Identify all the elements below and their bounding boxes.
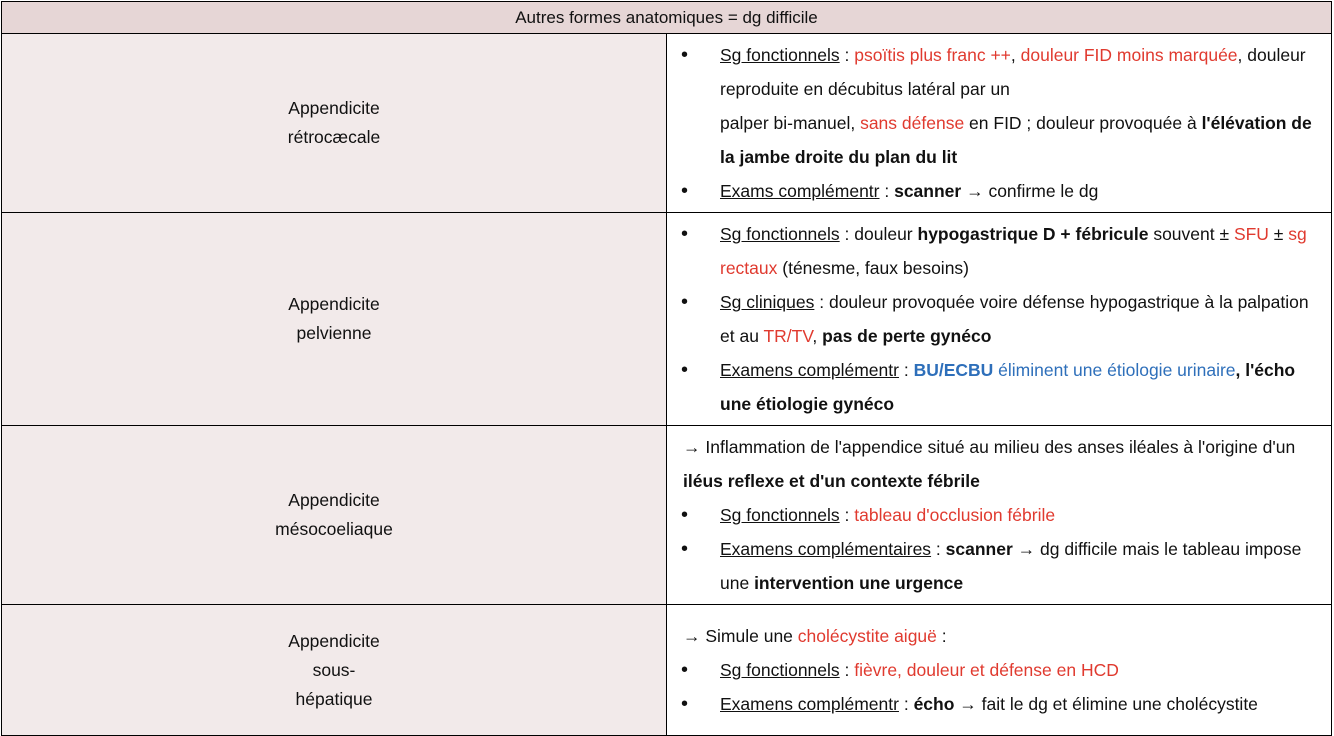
- row-label-pelvienne: [2, 213, 667, 426]
- highlight-text: douleur FID moins marquée: [1020, 45, 1238, 65]
- anatomic-forms-table: [1, 1, 1332, 736]
- table-row: [2, 605, 1332, 736]
- bullet-item: [675, 532, 1321, 600]
- highlight-text: cholécystite aiguë: [797, 626, 937, 646]
- item-heading: Sg cliniques: [720, 292, 815, 312]
- blue-text: éliminent une étiologie urinaire: [993, 360, 1236, 380]
- highlight-text: tableau d'occlusion fébrile: [854, 505, 1056, 525]
- label-line: rétrocæcale: [287, 127, 381, 147]
- bold-text: iléus reflexe et d'un contexte fébrile: [683, 471, 980, 491]
- text: → Inflammation de l'appendice situé au milieu des anses iléales à l'origine d'un: [683, 437, 1296, 457]
- text: ,: [1010, 45, 1021, 65]
- label-line: sous-: [312, 659, 356, 680]
- item-heading: Exams complémentr: [720, 181, 880, 201]
- table-header-row: [2, 2, 1332, 34]
- row-label-sous-hepatique: [2, 605, 667, 736]
- highlight-text: fièvre, douleur et défense en HCD: [854, 660, 1119, 680]
- highlight-text: psoïtis plus franc ++: [854, 45, 1011, 65]
- label-line: Appendicite: [288, 294, 380, 314]
- bullet-item: [675, 217, 1321, 285]
- bullet-item: [675, 285, 1321, 353]
- label-line: Appendicite: [288, 630, 380, 651]
- bold-text: scanner: [945, 539, 1013, 559]
- highlight-text: sans défense: [860, 113, 965, 133]
- bold-text: pas de perte gynéco: [822, 326, 992, 346]
- bold-text: scanner: [894, 181, 962, 201]
- separator: :: [898, 694, 914, 714]
- bold-text: , l'écho une étiologie gynéco: [720, 360, 1296, 414]
- table-row: [2, 34, 1332, 213]
- text: ±: [1268, 224, 1289, 244]
- separator: :: [839, 505, 855, 525]
- separator: :: [839, 660, 855, 680]
- label-line: pelvienne: [296, 323, 372, 343]
- item-heading: Examens complémentaires: [720, 539, 932, 559]
- bullet-item: [675, 653, 1321, 687]
- bold-text: hypogastrique D + fébricule: [917, 224, 1149, 244]
- bullet-item: [675, 38, 1321, 106]
- bold-text: l'élévation de la jambe droite du plan du lit: [720, 113, 1312, 167]
- bold-text: écho: [913, 694, 955, 714]
- row-content-mesocoeliaque: [667, 426, 1332, 605]
- text: :: [936, 626, 947, 646]
- bullet-item: [675, 687, 1321, 721]
- separator: :: [879, 181, 895, 201]
- text: : douleur provoquée voire défense hypogastrique à la palpation et au: [720, 292, 1309, 346]
- label-line: hépatique: [295, 688, 373, 709]
- text: : douleur: [839, 224, 918, 244]
- table-row: [2, 426, 1332, 605]
- text: , douleur reproduite en décubitus latéral par un: [720, 45, 1306, 99]
- table-row: [2, 213, 1332, 426]
- blue-bold-text: BU/ECBU: [913, 360, 994, 380]
- highlight-text: SFU: [1233, 224, 1269, 244]
- item-heading: Examens complémentr: [720, 360, 899, 380]
- text: ,: [812, 326, 823, 346]
- text: souvent ±: [1148, 224, 1234, 244]
- row-label-retrocaecale: [2, 34, 667, 213]
- row-content-pelvienne: [667, 213, 1332, 426]
- bullet-item: [675, 353, 1321, 421]
- label-line: mésocoeliaque: [275, 519, 393, 539]
- highlight-text: TR/TV: [763, 326, 813, 346]
- separator: :: [898, 360, 914, 380]
- text: (ténesme, faux besoins): [777, 258, 970, 278]
- text: palper bi-manuel,: [720, 113, 861, 133]
- separator: :: [931, 539, 946, 559]
- item-heading: Sg fonctionnels: [720, 660, 840, 680]
- bold-text: intervention une urgence: [754, 573, 964, 593]
- text: → fait le dg et élimine une cholécystite: [954, 694, 1258, 714]
- table-title: Autres formes anatomiques = dg difficile: [2, 2, 1332, 34]
- text: → Simule une: [683, 626, 798, 646]
- bullet-item: [675, 498, 1321, 532]
- separator: :: [839, 45, 855, 65]
- highlight-text: sg rectaux: [720, 224, 1307, 278]
- intro-line: [675, 619, 1321, 653]
- row-content-sous-hepatique: [667, 605, 1332, 736]
- row-label-mesocoeliaque: [2, 426, 667, 605]
- item-heading: Examens complémentr: [720, 694, 899, 714]
- text: → confirme le dg: [961, 181, 1099, 201]
- intro-line: [675, 430, 1321, 498]
- text: → dg difficile mais le tableau impose une: [720, 539, 1302, 593]
- label-line: Appendicite: [288, 98, 380, 118]
- item-heading: Sg fonctionnels: [720, 224, 840, 244]
- row-content-retrocaecale: [667, 34, 1332, 213]
- item-heading: Sg fonctionnels: [720, 505, 840, 525]
- label-line: Appendicite: [288, 490, 380, 510]
- text: en FID ; douleur provoquée à: [964, 113, 1202, 133]
- item-heading: Sg fonctionnels: [720, 45, 840, 65]
- bullet-continuation: [675, 106, 1321, 174]
- bullet-item: [675, 174, 1321, 208]
